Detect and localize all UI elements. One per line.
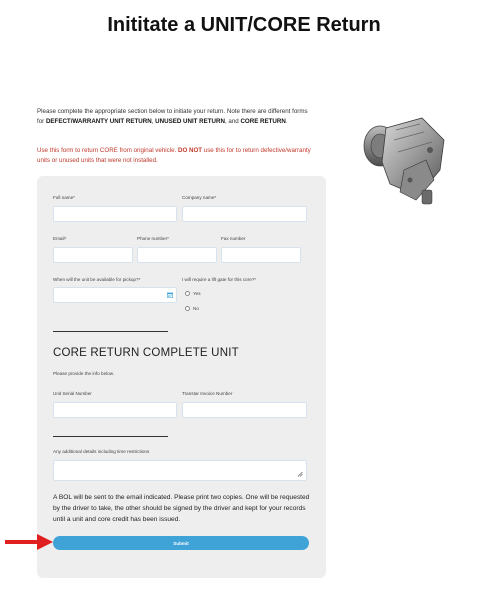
liftgate-yes-radio[interactable] [185,291,201,296]
phone-input[interactable] [137,247,217,263]
section-hint: Please provide the info below. [53,371,115,376]
liftgate-yes-label: Yes [193,291,201,296]
email-input[interactable] [53,247,133,263]
pickup-date-input[interactable] [53,287,177,303]
liftgate-no-radio[interactable] [185,306,199,311]
phone-label: Phone number* [137,236,169,241]
radio-circle[interactable] [185,291,190,296]
full-name-input[interactable] [53,206,177,222]
section-divider [53,331,168,332]
liftgate-label: I will require a lift gate for this core?* [182,277,257,282]
company-name-label: Company name* [182,195,217,200]
bol-note: A BOL will be sent to the email indicated. Please print two copies. One will be requested by the driver to take, the other should be signed by the driver and kept for your records until a unit and core credit has been issued. [53,494,310,523]
fax-input[interactable] [221,247,301,263]
transmission-image [360,100,452,212]
page-title: Inititate a UNIT/CORE Return [107,14,381,36]
full-name-label: Full name* [53,195,75,200]
email-label: Email* [53,236,67,241]
invoice-number-label: Transtar Invoice Number [182,391,233,396]
intro-text: Please complete the appropriate section below to initiate your return. Note there are different forms for DEFECT/WARRANTY UNIT RETURN, UNUSED UNIT RETURN, and CORE RETURN. [37,108,308,125]
pickup-label: When will the unit be available for pickup?* [53,277,141,282]
calendar-icon[interactable] [167,292,173,298]
company-name-input[interactable] [182,206,307,222]
section-heading: CORE RETURN COMPLETE UNIT [53,347,239,359]
serial-number-input[interactable] [53,402,177,418]
serial-number-label: Unit Serial Number [53,391,92,396]
invoice-number-input[interactable] [182,402,307,418]
details-label: Any additional details including time restrictions [53,449,150,454]
core-return-form [37,176,326,578]
details-textarea[interactable] [53,460,307,481]
radio-circle[interactable] [185,306,190,311]
section-divider [53,436,168,437]
warning-text: Use this form to return CORE from original vehicle. DO NOT use this for to return defective/warranty units or unused units that were not installed. [37,147,311,164]
fax-label: Fax number [221,236,246,241]
liftgate-no-label: No [193,306,199,311]
submit-button[interactable]: Submit [53,536,309,550]
red-arrow-icon [3,531,55,553]
resize-grip-icon[interactable] [297,471,303,477]
